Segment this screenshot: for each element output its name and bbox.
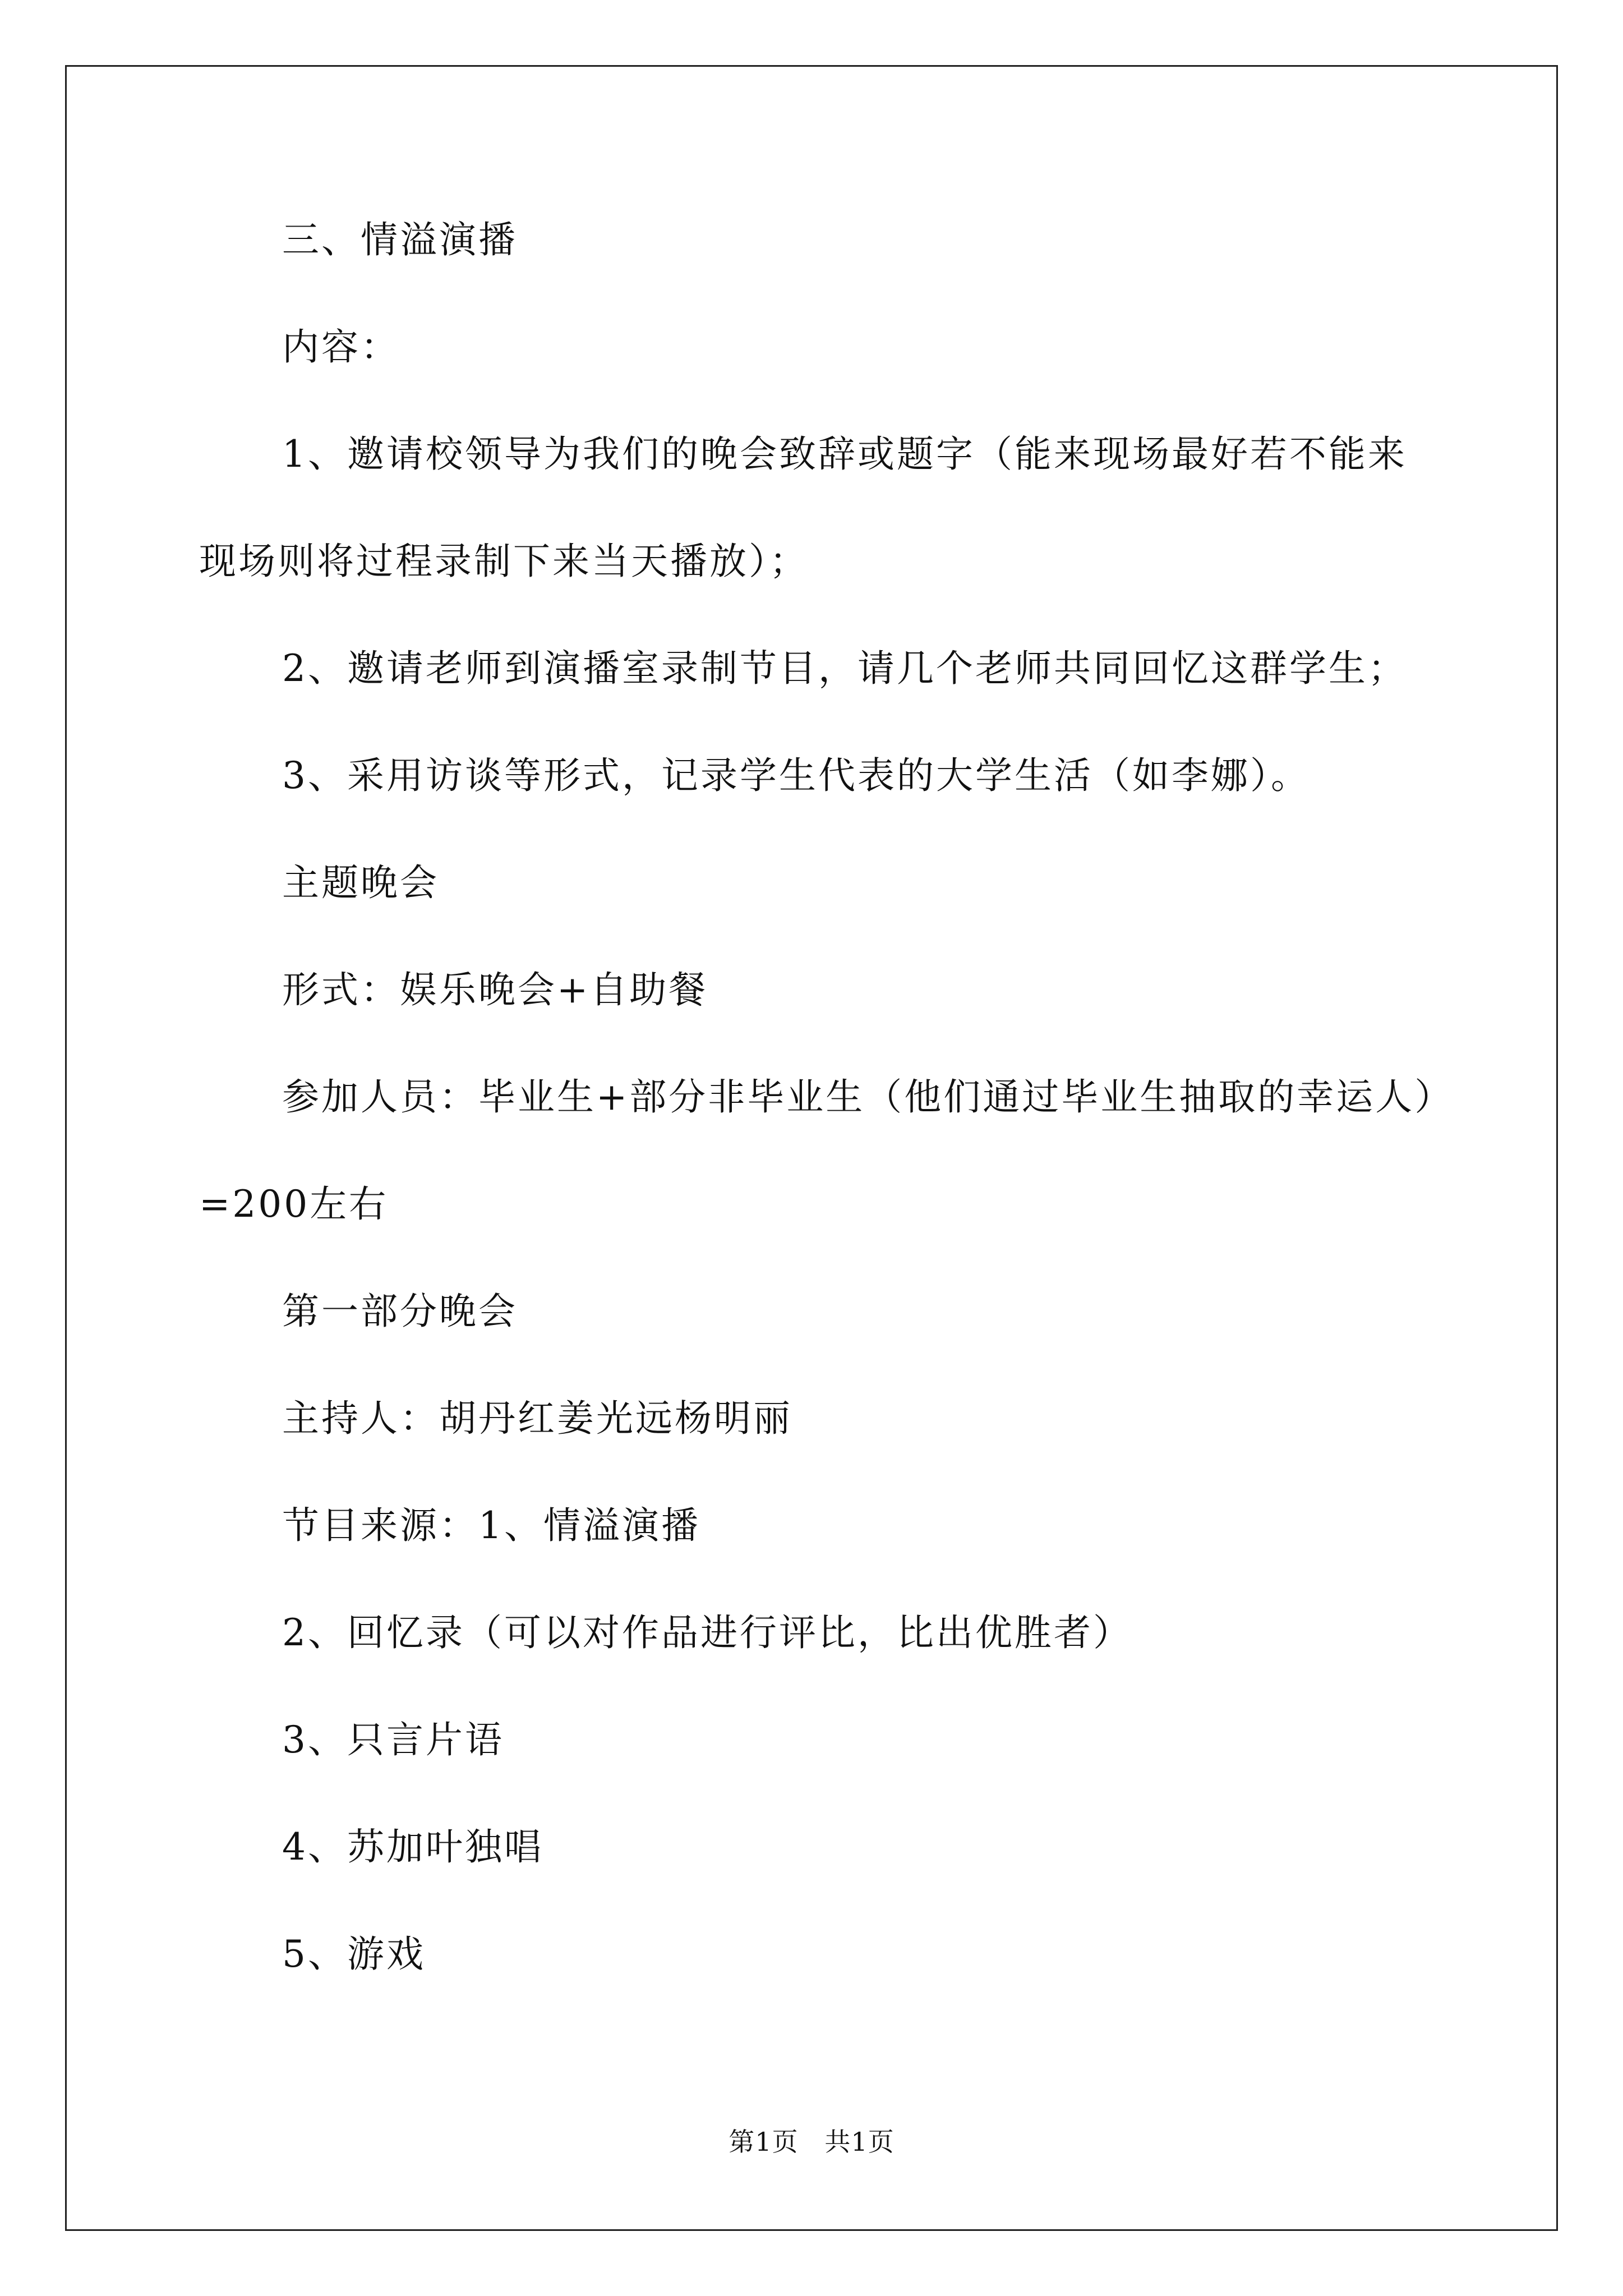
text-line: 3、只言片语 xyxy=(282,1718,504,1761)
item-3-paragraph xyxy=(199,754,1438,797)
document-body xyxy=(199,218,1454,1976)
text-line: 节目来源：1、情溢演播 xyxy=(282,1504,700,1547)
text-line: 形式：娱乐晚会+自助餐 xyxy=(282,968,708,1011)
text-line-continued: 现场则将过程录制下来当天播放）； xyxy=(199,540,809,583)
program-item-5 xyxy=(199,1932,1438,1976)
text-line: 第一部分晚会 xyxy=(282,1290,518,1333)
heading-part-one xyxy=(199,1290,1438,1333)
text-line: 3、采用访谈等形式，记录学生代表的大学生活（如李娜）。 xyxy=(282,754,1310,797)
participants-paragraph xyxy=(199,1075,1454,1226)
content-label xyxy=(199,325,1438,369)
hosts-paragraph xyxy=(199,1397,1438,1440)
text-line-continued: =200左右 xyxy=(199,1182,389,1226)
text-line: 三、情溢演播 xyxy=(282,218,518,261)
text-line: 1、邀请校领导为我们的晚会致辞或题字（能来现场最好若不能来 xyxy=(282,432,1407,476)
text-line: 5、游戏 xyxy=(282,1932,426,1976)
text-line: 参加人员：毕业生+部分非毕业生（他们通过毕业生抽取的幸运人） xyxy=(282,1075,1454,1119)
program-item-2 xyxy=(199,1611,1438,1654)
text-line: 主题晚会 xyxy=(282,861,439,904)
text-line: 4、苏加叶独唱 xyxy=(282,1825,543,1869)
item-2-paragraph xyxy=(199,647,1438,690)
program-item-4 xyxy=(199,1825,1438,1869)
heading-qingyi-yanbo xyxy=(199,218,1438,261)
text-line: 2、回忆录（可以对作品进行评比，比出优胜者） xyxy=(282,1611,1132,1654)
text-line: 内容： xyxy=(282,325,400,369)
text-line: 主持人：胡丹红姜光远杨明丽 xyxy=(282,1397,792,1440)
heading-theme-party xyxy=(199,861,1438,904)
program-item-3 xyxy=(199,1718,1438,1761)
format-paragraph xyxy=(199,968,1438,1011)
page-number-footer: 第1页 共1页 xyxy=(728,2127,895,2157)
text-line: 2、邀请老师到演播室录制节目，请几个老师共同回忆这群学生； xyxy=(282,647,1407,690)
item-1-paragraph xyxy=(199,432,1438,583)
program-source-paragraph xyxy=(199,1504,1438,1547)
